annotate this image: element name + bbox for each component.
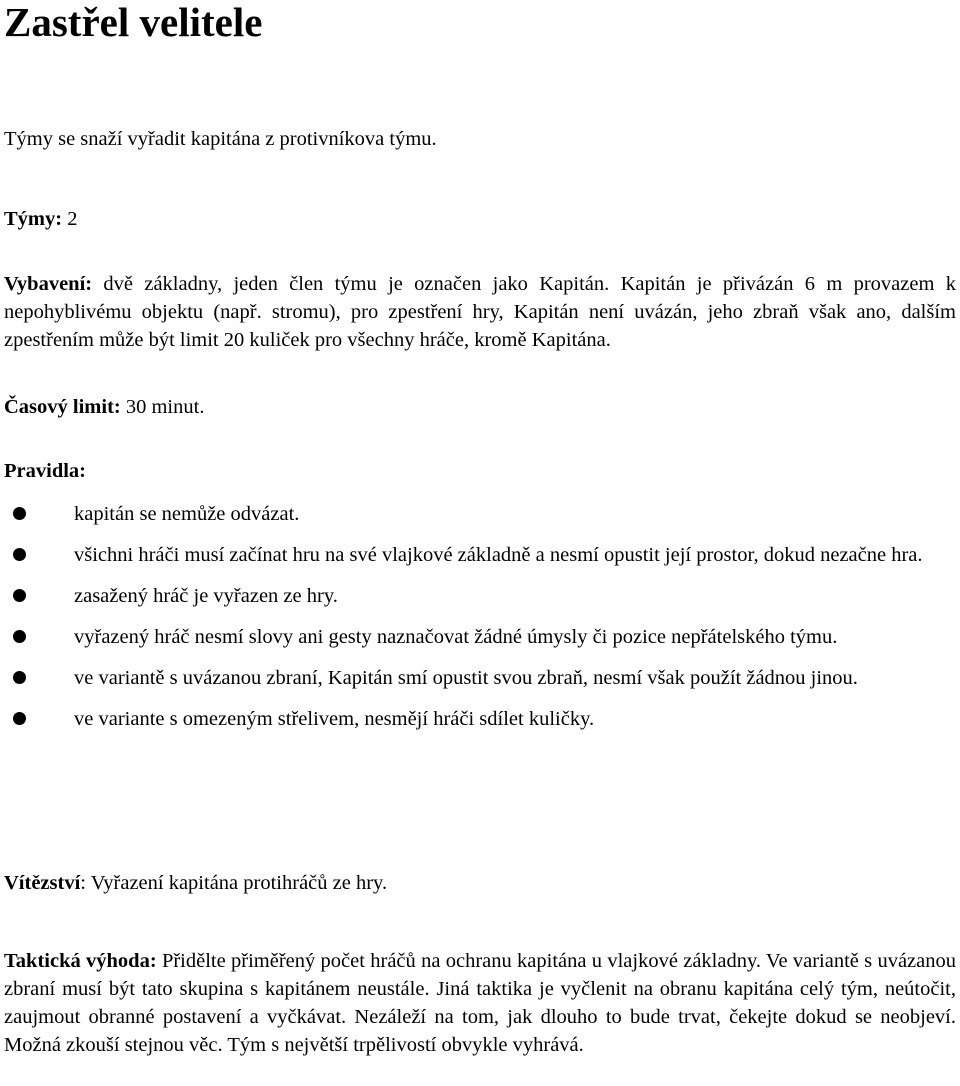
page-title: Zastřel velitele [4, 0, 263, 45]
rule-item [4, 664, 946, 692]
bullet-icon [13, 671, 26, 684]
bullet-icon [13, 548, 26, 561]
teams-label: Týmy: [4, 208, 63, 230]
bullet-icon [13, 712, 26, 725]
rules-list [4, 500, 956, 733]
rule-item [4, 541, 946, 569]
rule-text: kapitán se nemůže odvázat. [74, 503, 300, 525]
rule-text: vyřazený hráč nesmí slovy ani gesty naznačovat žádné úmysly či pozice nepřátelského týmu. [74, 626, 838, 648]
rule-text: ve variante s omezeným střelivem, nesmějí hráči sdílet kuličky. [74, 708, 595, 730]
equipment-paragraph [4, 270, 956, 354]
rule-text: ve variantě s uvázanou zbraní, Kapitán smí opustit svou zbraň, nesmí však použít žádnou jinou. [74, 667, 858, 689]
bullet-icon [13, 589, 26, 602]
rule-text: zasažený hráč je vyřazen ze hry. [74, 585, 338, 607]
equipment-text: dvě základny, jeden člen týmu je označen jako Kapitán. Kapitán je přivázán 6 m provazem k nepohyblivému objektu (např. stromu), pro zpestření hry, Kapitán není uvázán, jeho zbraň však ano, dalším zpestřením může být limit 20 kuliček pro všechny hráče, kromě Kapitána. [4, 273, 956, 351]
rule-item [4, 705, 946, 733]
rules-heading [4, 457, 956, 485]
time-limit-label: Časový limit: [4, 396, 121, 418]
tactics-paragraph [4, 947, 956, 1059]
intro-paragraph: Týmy se snaží vyřadit kapitána z protivníkova týmu. [4, 128, 437, 150]
time-limit-value: 30 minut. [120, 396, 205, 418]
victory-label: Vítězství [4, 872, 81, 894]
bullet-icon [13, 507, 26, 520]
tactics-label: Taktická výhoda: [4, 950, 157, 972]
rule-text: všichni hráči musí začínat hru na své vlajkové základně a nesmí opustit její prostor, dokud nezačne hra. [74, 544, 923, 566]
rule-item [4, 623, 946, 651]
time-limit-paragraph [4, 393, 956, 421]
rule-item [4, 582, 946, 610]
teams-value: 2 [62, 208, 78, 230]
bullet-icon [13, 630, 26, 643]
teams-paragraph [4, 205, 956, 233]
rule-item [4, 500, 946, 528]
rules-label: Pravidla: [4, 460, 86, 482]
victory-text: : Vyřazení kapitána protihráčů ze hry. [80, 872, 388, 894]
victory-paragraph [4, 869, 956, 897]
tactics-text: Přidělte přiměřený počet hráčů na ochranu kapitána u vlajkové základny. Ve variantě s uvázanou zbraní musí být tato skupina s kapitánem neustále. Jiná taktika je vyčlenit na obranu kapitána celý tým, neútočit, zaujmout obranné postavení a vyčkávat. Nezáleží na tom, jak dlouho to bude trvat, čekejte dokud se neobjeví. Možná zkouší stejnou věc. Tým s největší trpělivostí obvykle vyhrává. [4, 950, 956, 1056]
equipment-label: Vybavení: [4, 273, 93, 295]
